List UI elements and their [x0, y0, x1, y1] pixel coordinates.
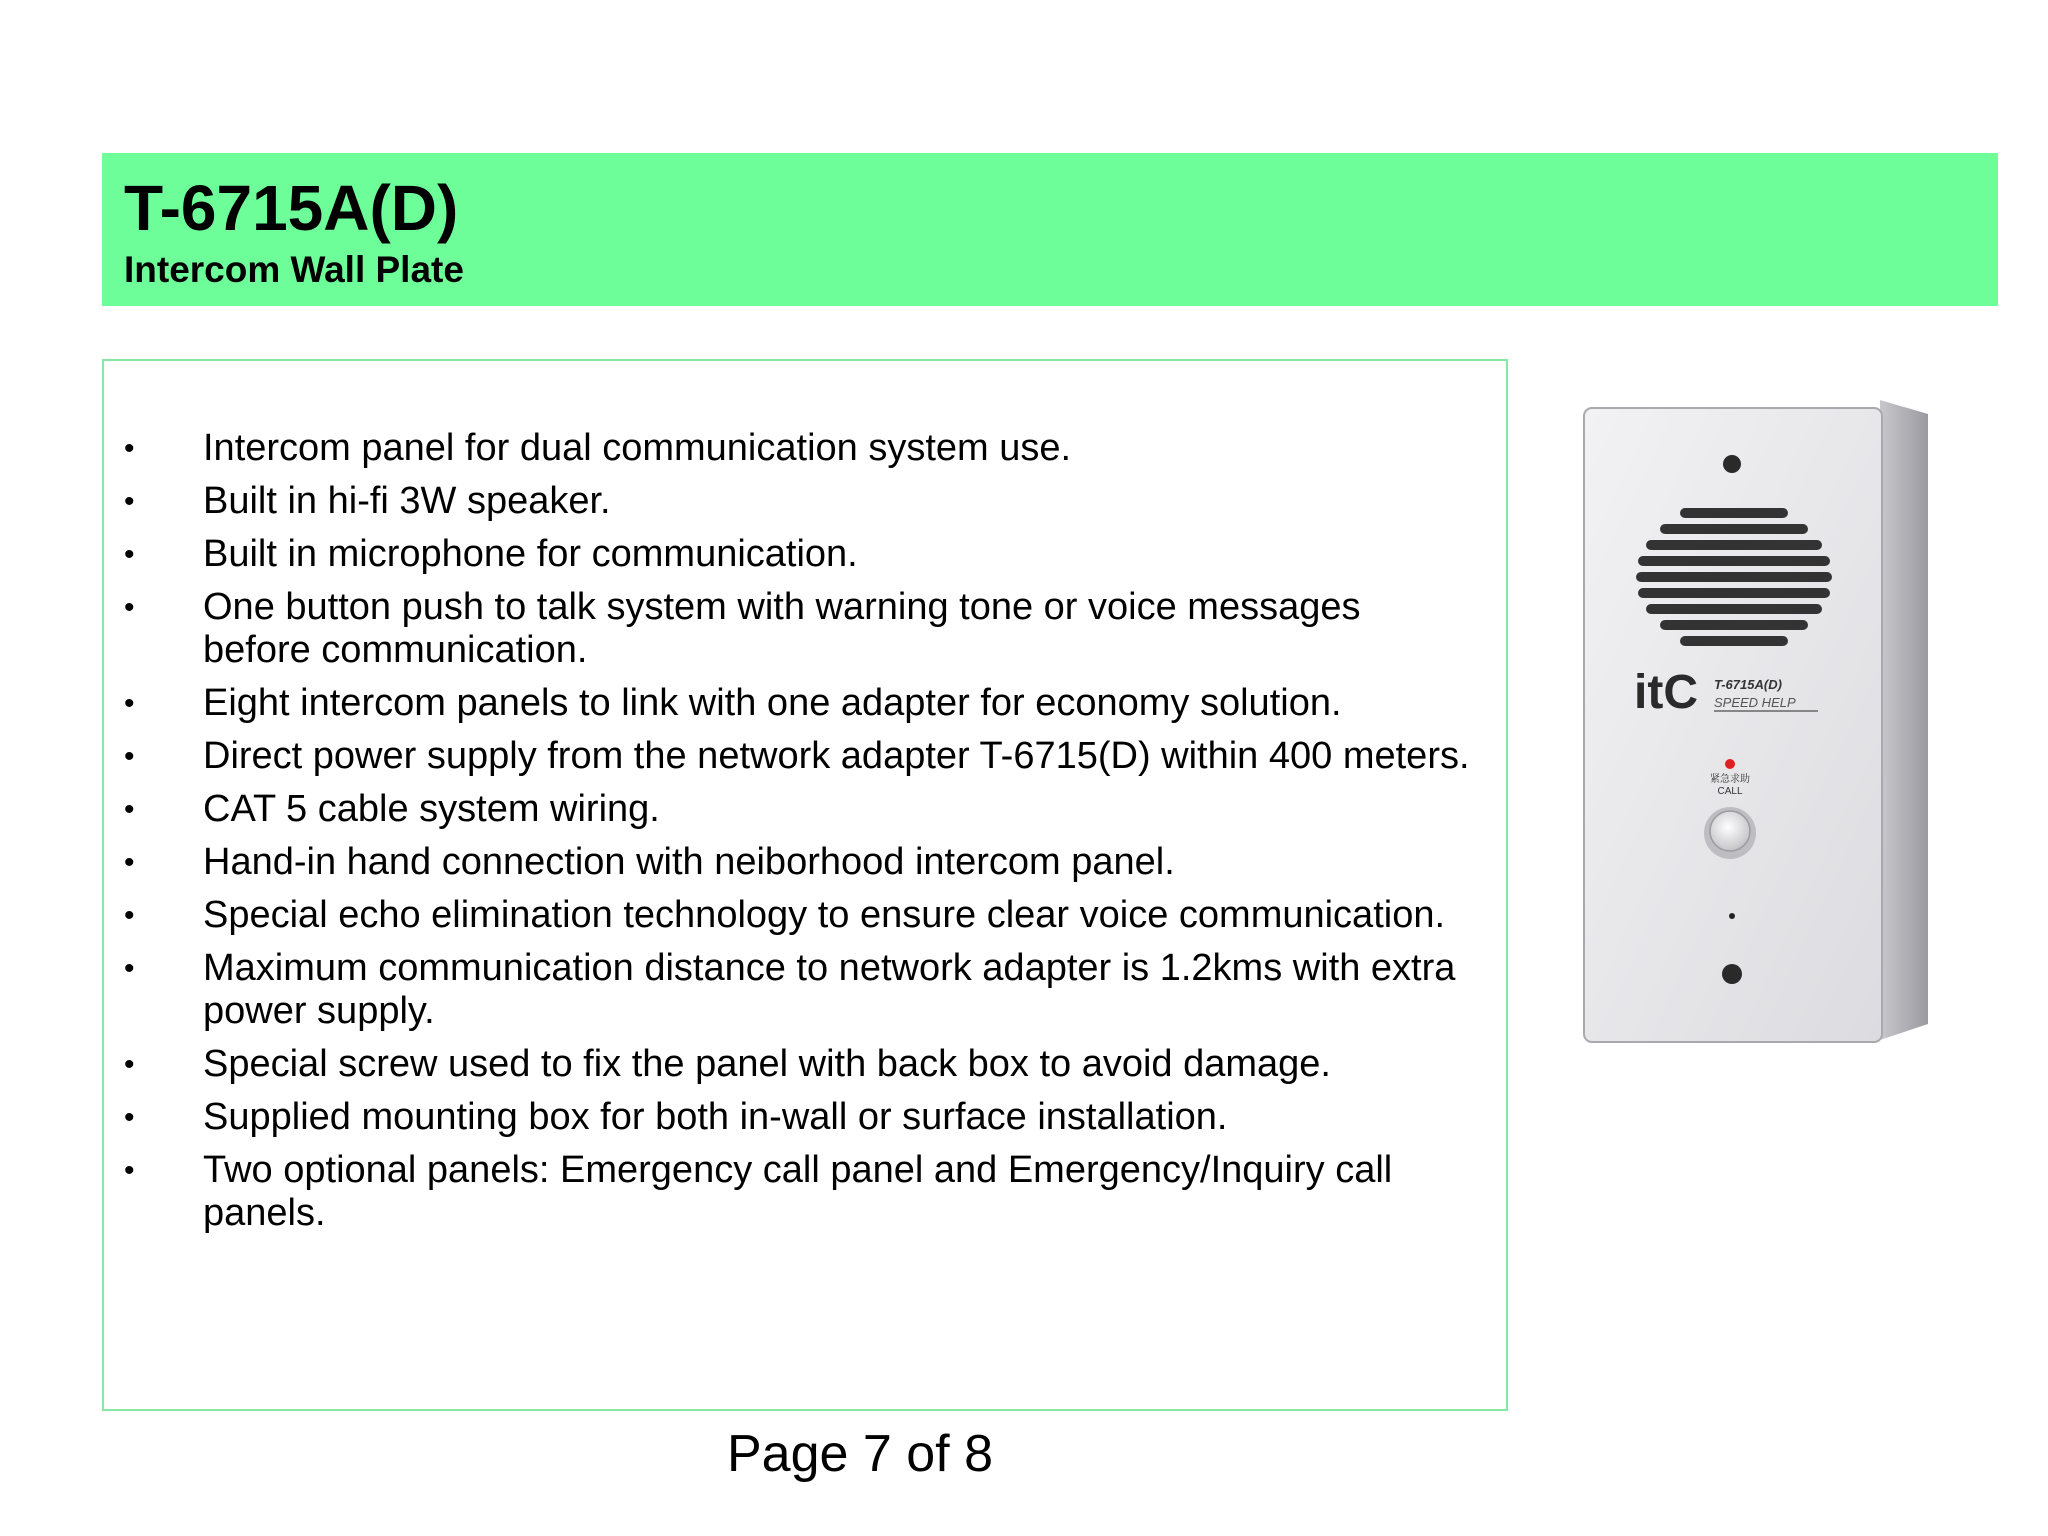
feature-item: [104, 894, 1504, 937]
product-subtitle: Intercom Wall Plate: [124, 249, 464, 290]
feature-text: Built in microphone for communication.: [203, 533, 858, 575]
feature-text: Intercom panel for dual communication system use.: [203, 427, 1072, 469]
feature-item: [104, 1096, 1504, 1139]
feature-text: CAT 5 cable system wiring.: [203, 788, 660, 830]
call-button-icon: [1710, 811, 1750, 851]
feature-text: Eight intercom panels to link with one adapter for economy solution.: [203, 682, 1342, 724]
device-function-label: SPEED HELP: [1714, 695, 1796, 710]
speaker-grille-icon: [1636, 508, 1832, 646]
page-number: Page 7 of 8: [727, 1425, 993, 1483]
feature-item: [104, 586, 1504, 672]
feature-text: Special echo elimination technology to ensure clear voice communication.: [203, 894, 1446, 936]
feature-text: One button push to talk system with warning tone or voice messages before communication.: [203, 586, 1361, 671]
device-model-label: T-6715A(D): [1714, 677, 1782, 692]
feature-text: Two optional panels: Emergency call panel and Emergency/Inquiry call panels.: [203, 1149, 1393, 1234]
bullet-icon: •: [124, 1154, 135, 1187]
feature-item: [104, 1149, 1504, 1235]
bullet-icon: •: [124, 687, 135, 720]
features-box: [102, 359, 1508, 1411]
feature-text: Supplied mounting box for both in-wall or surface installation.: [203, 1096, 1228, 1138]
bullet-icon: •: [124, 432, 135, 465]
feature-item: [104, 735, 1504, 778]
panel-side: [1880, 400, 1928, 1040]
feature-text: Special screw used to fix the panel with back box to avoid damage.: [203, 1043, 1331, 1085]
feature-item: [104, 682, 1504, 725]
panel-face: [1584, 408, 1882, 1042]
bullet-icon: •: [124, 740, 135, 773]
intercom-panel-image: [1580, 396, 1940, 1056]
feature-text: Maximum communication distance to network adapter is 1.2kms with extra power supply.: [203, 947, 1456, 1032]
feature-item: [104, 788, 1504, 831]
bullet-icon: •: [124, 1048, 135, 1081]
feature-text: Hand-in hand connection with neiborhood intercom panel.: [203, 841, 1175, 883]
bottom-screw-icon: [1722, 964, 1742, 984]
bullet-icon: •: [124, 793, 135, 826]
bullet-icon: •: [124, 846, 135, 879]
feature-text: Direct power supply from the network adapter T-6715(D) within 400 meters.: [203, 735, 1470, 777]
feature-item: [104, 480, 1504, 523]
bullet-icon: •: [124, 899, 135, 932]
model-title: T-6715A(D): [124, 172, 459, 244]
header-band: [102, 153, 1998, 306]
brand-logo: itC: [1634, 666, 1698, 719]
bullet-icon: •: [124, 485, 135, 518]
feature-item: [104, 947, 1504, 1033]
call-led-icon: [1725, 759, 1735, 769]
call-button-label: CALL: [1717, 786, 1743, 797]
feature-item: [104, 533, 1504, 576]
bullet-icon: •: [124, 538, 135, 571]
feature-item: [104, 1043, 1504, 1086]
microphone-hole-icon: [1729, 913, 1735, 919]
top-screw-icon: [1723, 455, 1741, 473]
bullet-icon: •: [124, 1101, 135, 1134]
feature-item: [104, 841, 1504, 884]
feature-text: Built in hi-fi 3W speaker.: [203, 480, 611, 522]
bullet-icon: •: [124, 952, 135, 985]
button-chinese-label: 紧急求助: [1710, 774, 1750, 785]
feature-item: [104, 427, 1504, 470]
bullet-icon: •: [124, 591, 135, 624]
feature-list: [104, 427, 1504, 1245]
